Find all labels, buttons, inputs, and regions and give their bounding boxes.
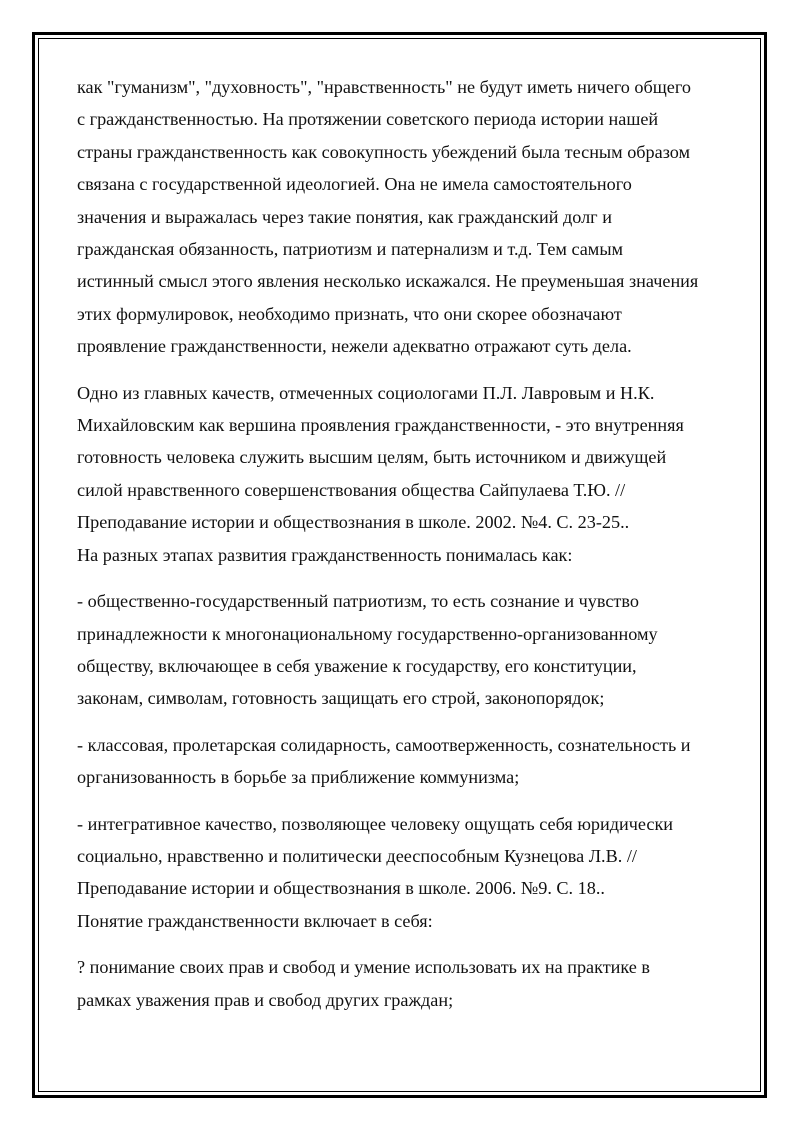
- paragraph-concept-intro: Понятие гражданственности включает в себя:: [77, 910, 433, 931]
- list-item-integrative-quality: - интегративное качество, позволяющее человеку ощущать себя юридически социально, нравственно и политически дееспособным Кузнецова Л.В. // Преподавание истории и обществознания в школе. 2006. №9. С. 18..: [77, 813, 674, 899]
- paragraph-sociologists-quote: Одно из главных качеств, отмеченных социологами П.Л. Лавровым и Н.К. Михайловским как вершина проявления гражданственности, - это внутренняя готовность человека служить высшим целям, быть источником и движущей силой нравственного совершенствования общества Сайпулаева Т.Ю. // Преподавание истории и обществознания в школе. 2002. №4. С. 23-25..: [77, 382, 684, 533]
- paragraph-civic-soviet-period: как "гуманизм", "духовность", "нравственность" не будут иметь ничего общего с гражданственностью. На протяжении советского периода истории нашей страны гражданственность как совокупность убеждений была тесным образом связана с государственной идеологией. Она не имела самостоятельного значения и выражалась через такие понятия, как гражданский долг и гражданская обязанность, патриотизм и патернализм и т.д. Тем самым истинный смысл этого явления несколько искажался. Не преуменьшая значения этих формулировок, необходимо признать, что они скорее обозначают проявление гражданственности, нежели адекватно отражают суть дела.: [77, 77, 699, 357]
- document-body: [77, 71, 737, 1030]
- paragraph-stages-intro: На разных этапах развития гражданственность понималась как:: [77, 544, 573, 565]
- list-item-class-solidarity: - классовая, пролетарская солидарность, самоотверженность, сознательность и организованность в борьбе за приближение коммунизма;: [77, 734, 691, 788]
- list-item-patriotism: - общественно-государственный патриотизм, то есть сознание и чувство принадлежности к многонациональному государственно-организованному обществу, включающее в себя уважение к государству, его конституции, законам, символам, готовность защищать его строй, законопорядок;: [77, 591, 658, 709]
- list-item-rights-freedoms: ? понимание своих прав и свобод и умение использовать их на практике в рамках уважения прав и свобод других граждан;: [77, 957, 650, 1010]
